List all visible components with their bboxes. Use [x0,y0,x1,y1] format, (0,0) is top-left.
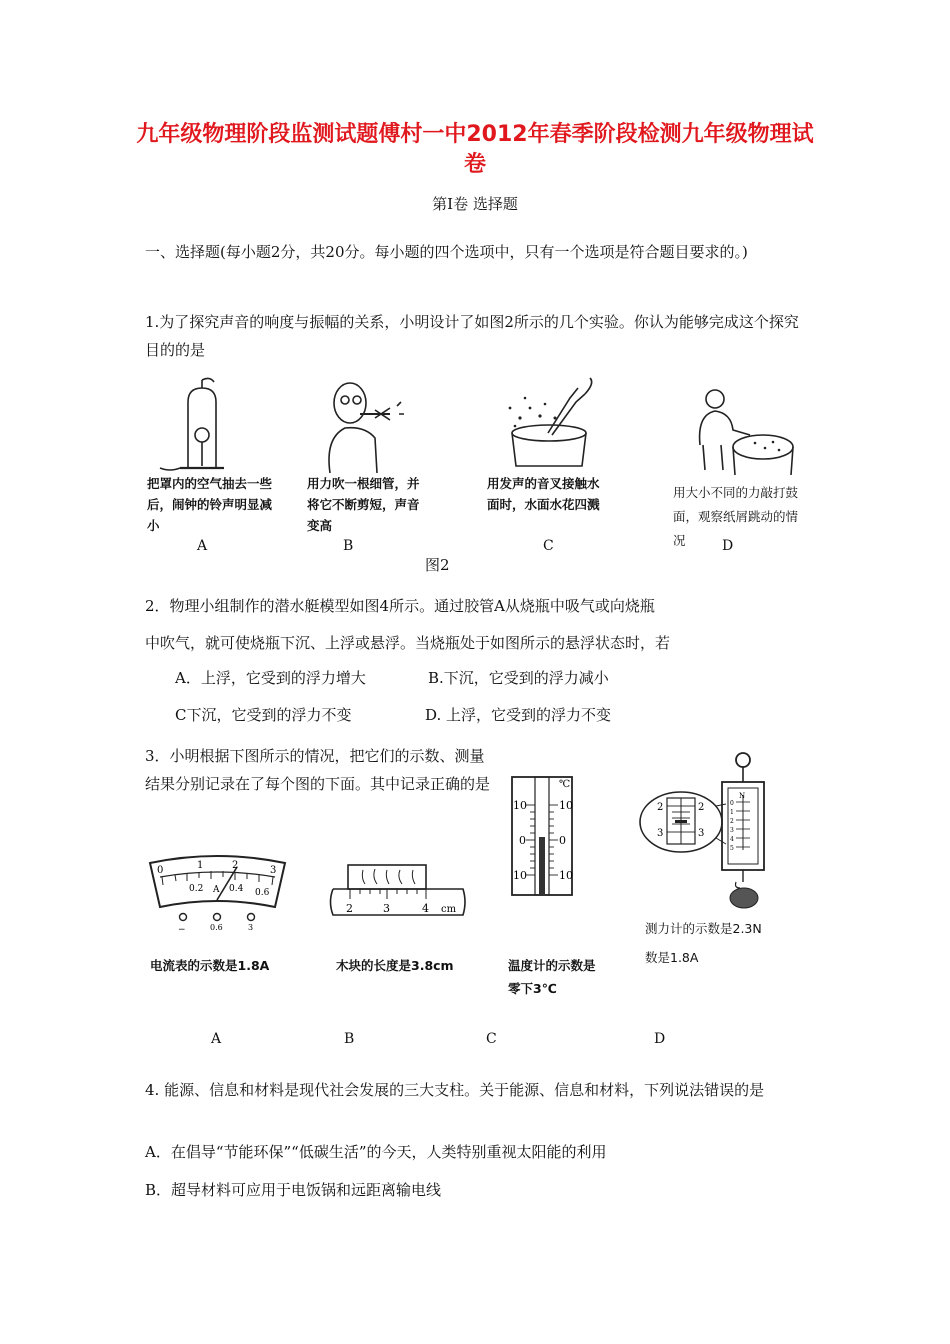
thermometer-unit: ℃ [559,779,571,790]
q1-letter-a: A [197,538,208,554]
ammeter-inner-3: 0.4 [229,884,244,894]
q3-caption-a: 电流表的示数是1.8A [150,958,270,973]
zoom-right-3: 3 [698,828,705,839]
q2-option-a: A．上浮，它受到的浮力增大 [175,669,366,687]
q1-letter-c: C [543,538,554,554]
ruler-tick-3: 3 [383,902,390,915]
q3-caption-c2: 零下3℃ [508,981,557,996]
q3-letter-a: A [211,1031,222,1047]
ammeter-scale-0: 0 [157,865,164,876]
q1-caption-d: 用大小不同的力敲打鼓面，观察纸屑跳动的情况 [673,485,799,548]
q4-option-b: B．超导材料可应用于电饭锅和远距离输电线 [145,1181,442,1199]
spring-tick-1: 1 [730,809,734,816]
q3-letter-b: B [344,1031,355,1047]
instructions: 一、选择题(每小题2分，共20分。每小题的四个选项中，只有一个选项是符合题目要求的。) [145,243,748,261]
tuning-fork-water-figure [490,378,610,473]
ammeter-terminal-3: 3 [248,923,254,932]
thermo-right-10-bottom: 10 [559,869,573,882]
drum-figure [685,385,795,480]
q1-letter-d: D [722,538,734,554]
blowing-tube-figure [305,378,415,478]
q3-caption-b: 木块的长度是3.8cm [336,958,454,973]
ammeter-inner-4: 0.6 [255,888,270,898]
question-1-stem: 1.为了探究声音的响度与振幅的关系，小明设计了如图2所示的几个实验。你认为能够完成这个探究目的的是 [145,313,799,359]
ammeter-figure [145,855,290,935]
q2-option-d: D. 上浮，它受到的浮力不变 [425,706,612,724]
q2-option-b: B.下沉，它受到的浮力减小 [428,669,609,687]
spring-tick-0: 0 [730,800,734,807]
ammeter-inner-1: 0.2 [189,884,204,894]
ruler-tick-2: 2 [346,902,353,915]
thermometer-figure [508,775,578,900]
q3-caption-d2: 数是1.8A [645,950,699,965]
q1-letter-b: B [343,538,354,554]
q3-letter-d: D [654,1031,666,1047]
spring-tick-2: 2 [730,818,734,825]
spring-tick-3: 3 [730,827,734,834]
ammeter-scale-2: 2 [232,860,239,871]
ruler-unit: cm [441,904,457,915]
thermo-right-0: 0 [559,834,566,847]
question-2-line-1: 2．物理小组制作的潜水艇模型如图4所示。通过胶管A从烧瓶中吸气或向烧瓶 [145,597,655,615]
zoom-right-2: 2 [698,802,705,813]
q3-letter-c: C [486,1031,497,1047]
thermo-left-0: 0 [519,834,526,847]
q1-caption-c: 用发声的音叉接触水面时，水面水花四溅 [487,476,600,512]
page-title: 九年级物理阶段监测试题傅村一中2012年春季阶段检测九年级物理试卷 [136,122,814,177]
q2-option-c: C下沉，它受到的浮力不变 [175,706,352,724]
thermo-left-10-top: 10 [513,799,527,812]
ruler-tick-4: 4 [422,902,429,915]
spring-tick-4: 4 [730,836,734,843]
ruler-figure [325,862,470,922]
q4-option-a: A．在倡导“节能环保”“低碳生活”的今天，人类特别重视太阳能的利用 [145,1143,607,1161]
ammeter-scale-1: 1 [197,860,204,871]
zoom-left-2: 2 [657,802,664,813]
q1-caption-a: 把罩内的空气抽去一些后，闹钟的铃声明显减小 [147,476,273,533]
thermo-right-10-top: 10 [559,799,573,812]
spring-unit: N [739,792,746,800]
q3-caption-d1: 测力计的示数是2.3N [645,921,762,936]
ammeter-terminal-neg: − [178,925,186,935]
ammeter-scale-3: 3 [270,865,277,876]
zoom-left-3: 3 [657,828,664,839]
spring-tick-5: 5 [730,845,734,852]
spring-scale-figure [636,750,796,915]
bell-jar-figure [150,380,250,475]
figure-2-label: 图2 [425,556,450,574]
ammeter-inner-2: A [213,885,220,895]
thermo-left-10-bottom: 10 [513,869,527,882]
ammeter-terminal-06: 0.6 [210,923,223,932]
q3-caption-c1: 温度计的示数是 [508,958,596,973]
question-4-stem: 4. 能源、信息和材料是现代社会发展的三大支柱。关于能源、信息和材料，下列说法错误的是 [145,1081,765,1099]
section-header: 第Ⅰ卷 选择题 [432,195,518,213]
q1-caption-b: 用力吹一根细管，并将它不断剪短，声音变高 [307,476,420,533]
question-3-stem: 3．小明根据下图所示的情况，把它们的示数、测量结果分别记录在了每个图的下面。其中记录正确的是 [145,747,491,793]
question-2-line-2: 中吹气，就可使烧瓶下沉、上浮或悬浮。当烧瓶处于如图所示的悬浮状态时，若 [145,634,671,652]
